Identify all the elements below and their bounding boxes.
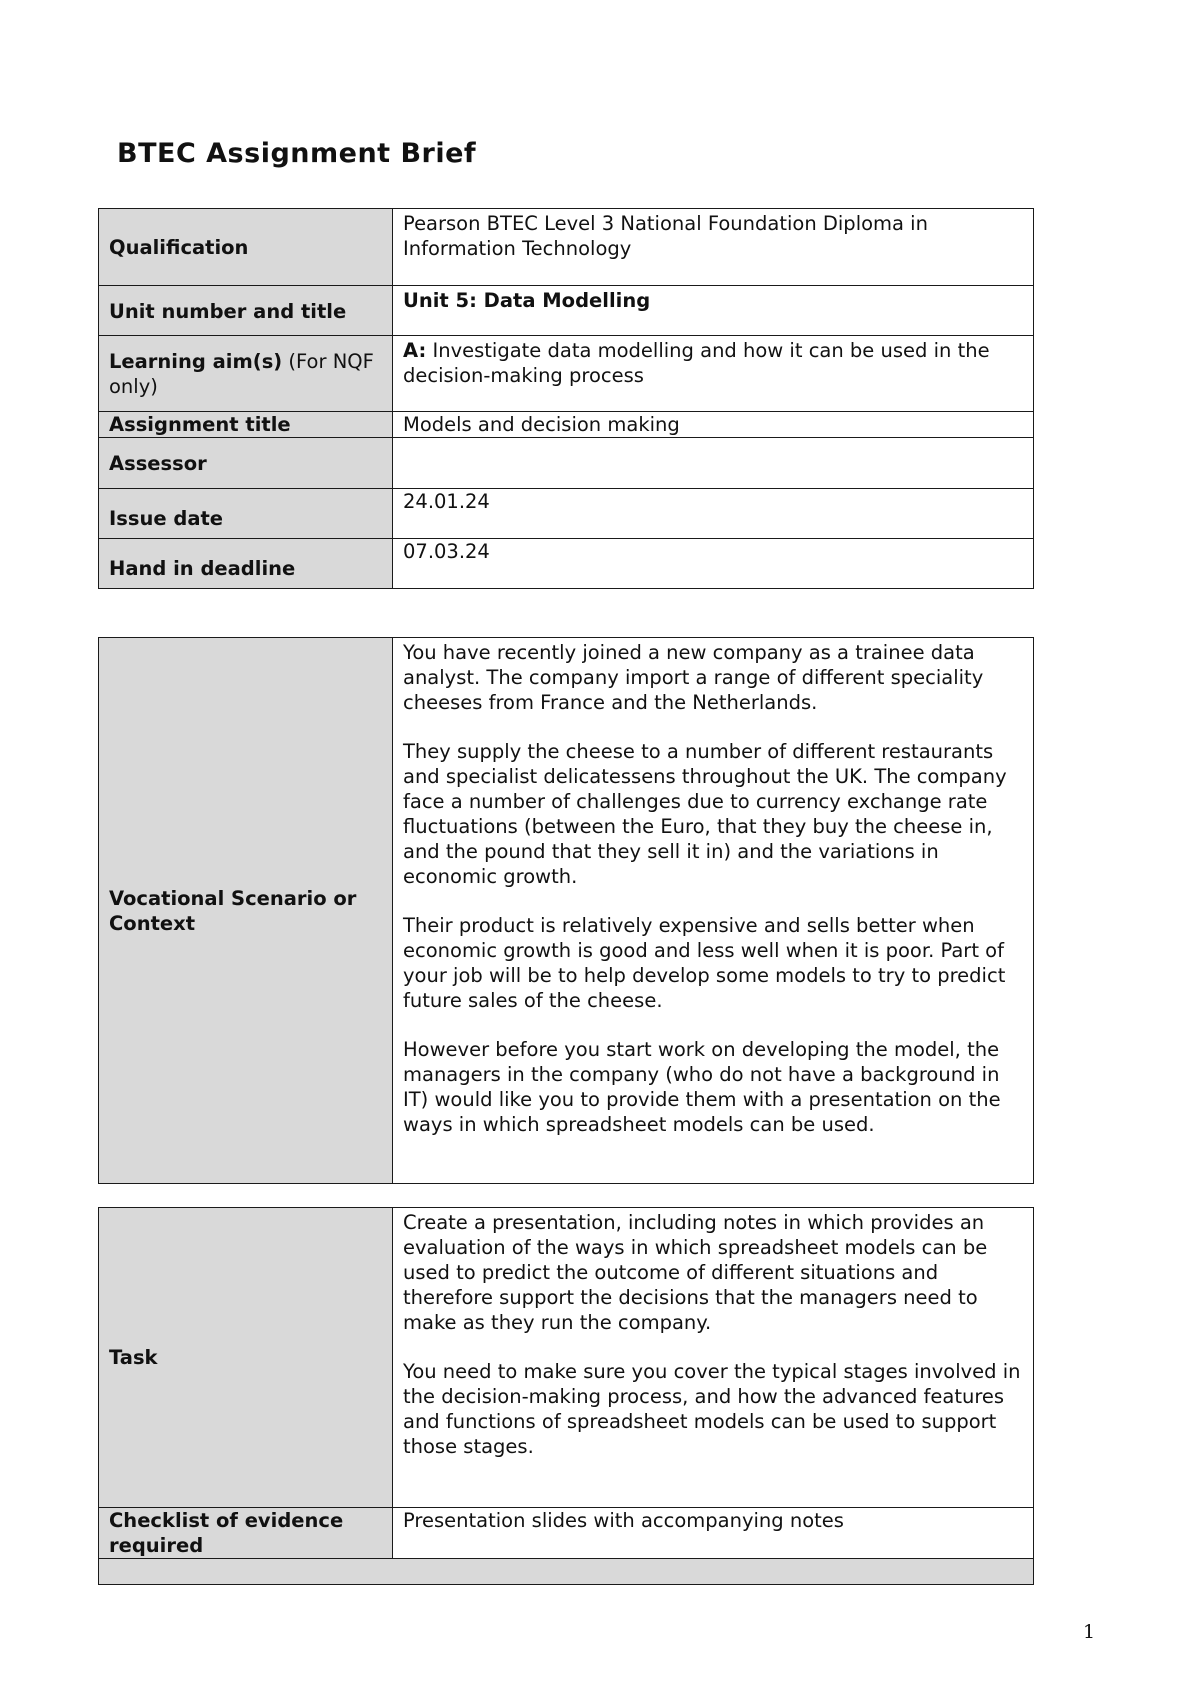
scenario-paragraph: However before you start work on developing the model, the managers in the company (who do not have a background in IT) would like you to provide them with a presentation on the ways in which spreadsheet models can be used. xyxy=(403,1038,1001,1136)
learning-aim-label-suffix: (For NQF only) xyxy=(109,349,374,398)
qualification-label: Qualification xyxy=(99,209,393,286)
checklist-row xyxy=(99,1508,1034,1559)
assessor-row xyxy=(99,438,1034,489)
scenario-row xyxy=(99,638,1034,1184)
unit-label: Unit number and title xyxy=(99,286,393,336)
task-table xyxy=(98,1207,1034,1585)
task-paragraph: Create a presentation, including notes in which provides an evaluation of the ways in which spreadsheet models can be used to predict the outcome of different situations and therefore support the decisions that the managers need to make as they run the company. xyxy=(403,1211,988,1334)
empty-cell xyxy=(99,1559,1034,1585)
scenario-table xyxy=(98,637,1034,1184)
task-paragraph: You need to make sure you cover the typical stages involved in the decision-making process, and how the advanced features and functions of spreadsheet models can be used to support those stages. xyxy=(403,1360,1021,1458)
issue-date-value: 24.01.24 xyxy=(393,489,1034,539)
assignment-title-label: Assignment title xyxy=(99,412,393,438)
learning-aim-value xyxy=(393,336,1034,412)
assignment-title-row xyxy=(99,412,1034,438)
learning-aim-text: Investigate data modelling and how it can be used in the decision-making process xyxy=(403,339,990,387)
scenario-label: Vocational Scenario or Context xyxy=(99,638,393,1184)
scenario-value xyxy=(393,638,1034,1184)
learning-aim-prefix: A: xyxy=(403,339,427,362)
assignment-title-value: Models and decision making xyxy=(393,412,1034,438)
issue-date-row xyxy=(99,489,1034,539)
task-label: Task xyxy=(99,1208,393,1508)
page-number: 1 xyxy=(1083,1621,1096,1643)
assessor-label: Assessor xyxy=(99,438,393,489)
task-row xyxy=(99,1208,1034,1508)
page-title: BTEC Assignment Brief xyxy=(117,138,477,169)
deadline-row xyxy=(99,539,1034,589)
assignment-info-table xyxy=(98,208,1034,589)
issue-date-label: Issue date xyxy=(99,489,393,539)
qualification-row xyxy=(99,209,1034,286)
learning-aim-label xyxy=(99,336,393,412)
assessor-value xyxy=(393,438,1034,489)
learning-aim-row xyxy=(99,336,1034,412)
qualification-value: Pearson BTEC Level 3 National Foundation Diploma in Information Technology xyxy=(393,209,1034,286)
learning-aim-label-text: Learning aim(s) xyxy=(109,349,283,373)
task-value xyxy=(393,1208,1034,1508)
scenario-paragraph: You have recently joined a new company as a trainee data analyst. The company import a range of different speciality cheeses from France and the Netherlands. xyxy=(403,641,984,714)
checklist-label: Checklist of evidence required xyxy=(99,1508,393,1559)
unit-value: Unit 5: Data Modelling xyxy=(393,286,1034,336)
scenario-paragraph: They supply the cheese to a number of different restaurants and specialist delicatessens throughout the UK. The company face a number of challenges due to currency exchange rate fluctuations (between the Euro, that they buy the cheese in, and the pound that they sell it in) and the variations in economic growth. xyxy=(403,740,1007,888)
deadline-value: 07.03.24 xyxy=(393,539,1034,589)
scenario-paragraph: Their product is relatively expensive and sells better when economic growth is good and less well when it is poor. Part of your job will be to help develop some models to try to predict future sales of the cheese. xyxy=(403,914,1006,1012)
deadline-label: Hand in deadline xyxy=(99,539,393,589)
unit-row xyxy=(99,286,1034,336)
empty-row xyxy=(99,1559,1034,1585)
checklist-value: Presentation slides with accompanying notes xyxy=(393,1508,1034,1559)
